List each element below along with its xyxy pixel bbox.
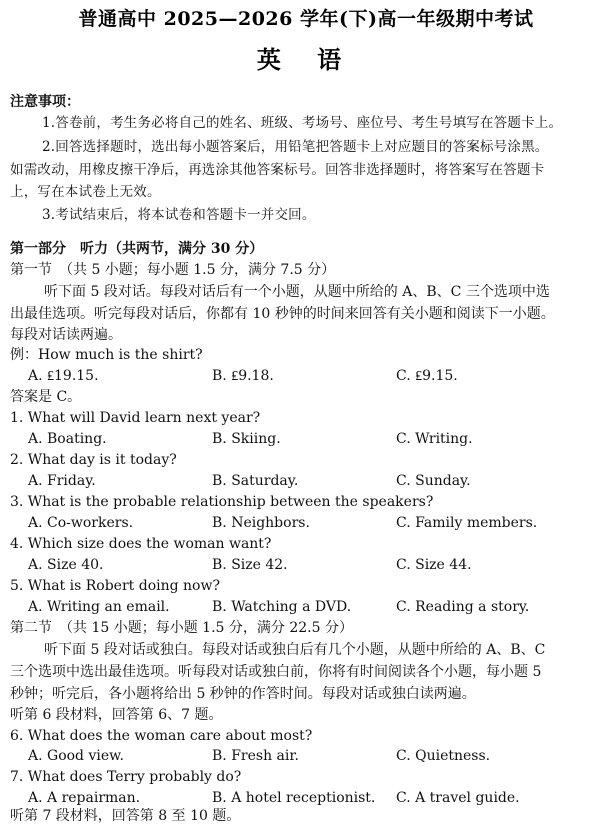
question-7: 7. What does Terry probably do? — [10, 769, 242, 785]
question-5-option-b: B. Watching a DVD. — [212, 599, 352, 615]
material-7-intro: 听第 7 段材料，回答第 8 至 10 题。 — [10, 808, 241, 824]
section2-instruction-b: 三个选项中选出最佳选项。听每段对话或独白前，你将有时间阅读各个小题，每小题 5 — [10, 664, 542, 680]
question-1-option-c: C. Writing. — [396, 431, 473, 447]
section2-instruction-c: 秒钟；听完后，各小题将给出 5 秒钟的作答时间。每段对话或独白读两遍。 — [10, 686, 476, 702]
question-6: 6. What does the woman care about most? — [10, 728, 313, 744]
question-7-option-a: A. A repairman. — [28, 790, 141, 806]
question-1-option-a: A. Boating. — [28, 431, 107, 447]
material-6-intro: 听第 6 段材料，回答第 6、7 题。 — [10, 707, 223, 723]
section1-instruction-b: 出最佳选项。听完每段对话后，你都有 10 秒钟的时间来回答有关小题和阅读下一小题。 — [10, 306, 555, 322]
notice-item-1: 1.答卷前，考生务必将自己的姓名、班级、考场号、座位号、考生号填写在答题卡上。 — [42, 115, 563, 131]
question-4: 4. Which size does the woman want? — [10, 536, 272, 552]
question-3-option-b: B. Neighbors. — [212, 515, 310, 531]
example-option-a: A. ₤19.15. — [28, 368, 99, 384]
section1-heading: 第一节 （共 5 小题；每小题 1.5 分，满分 7.5 分） — [10, 262, 336, 278]
section2-instruction-a: 听下面 5 段对话或独白。每段对话或独白后有几个小题，从题中所给的 A、B、C — [44, 642, 546, 658]
question-5-option-c: C. Reading a story. — [396, 599, 530, 615]
notice-item-3: 3.考试结束后，将本试卷和答题卡一并交回。 — [42, 207, 316, 223]
question-2-option-b: B. Saturday. — [212, 473, 299, 489]
question-4-option-b: B. Size 42. — [212, 557, 288, 573]
example-option-b: B. ₤9.18. — [212, 368, 274, 384]
question-2-option-a: A. Friday. — [28, 473, 96, 489]
notice-heading: 注意事项： — [10, 94, 80, 110]
question-6-option-a: A. Good view. — [28, 748, 124, 764]
notice-item-2b: 如需改动，用橡皮擦干净后，再选涂其他答案标号。回答非选择题时，将答案写在答题卡 — [10, 162, 545, 178]
notice-item-2c: 上，写在本试卷上无效。 — [10, 184, 161, 200]
question-5-option-a: A. Writing an email. — [28, 599, 170, 615]
part1-heading: 第一部分 听力（共两节，满分 30 分） — [10, 241, 264, 257]
question-2: 2. What day is it today? — [10, 452, 177, 468]
question-4-option-c: C. Size 44. — [396, 557, 472, 573]
question-3-option-a: A. Co-workers. — [28, 515, 134, 531]
subject-title: 英 语 — [256, 45, 356, 74]
section2-heading: 第二节 （共 15 小题；每小题 1.5 分，满分 22.5 分） — [10, 620, 353, 636]
question-6-option-c: C. Quietness. — [396, 748, 491, 764]
notice-item-2a: 2.回答选择题时，选出每小题答案后，用铅笔把答题卡上对应题目的答案标号涂黑。 — [42, 139, 549, 155]
question-3-option-c: C. Family members. — [396, 515, 538, 531]
question-7-option-b: B. A hotel receptionist. — [212, 790, 376, 806]
question-7-option-c: C. A travel guide. — [396, 790, 520, 806]
question-2-option-c: C. Sunday. — [396, 473, 471, 489]
example-option-c: C. ₤9.15. — [396, 368, 458, 384]
question-1: 1. What will David learn next year? — [10, 410, 261, 426]
question-4-option-a: A. Size 40. — [28, 557, 104, 573]
example-question: 例：How much is the shirt? — [10, 347, 203, 363]
question-5: 5. What is Robert doing now? — [10, 578, 220, 594]
exam-title: 普通高中 2025—2026 学年(下)高一年级期中考试 — [78, 8, 534, 30]
section1-instruction-c: 每段对话读两遍。 — [10, 327, 122, 343]
question-3: 3. What is the probable relationship between the speakers? — [10, 494, 434, 510]
question-1-option-b: B. Skiing. — [212, 431, 281, 447]
question-6-option-b: B. Fresh air. — [212, 748, 299, 764]
example-answer: 答案是 C。 — [10, 389, 82, 405]
section1-instruction-a: 听下面 5 段对话。每段对话后有一个小题，从题中所给的 A、B、C 三个选项中选 — [44, 284, 550, 300]
